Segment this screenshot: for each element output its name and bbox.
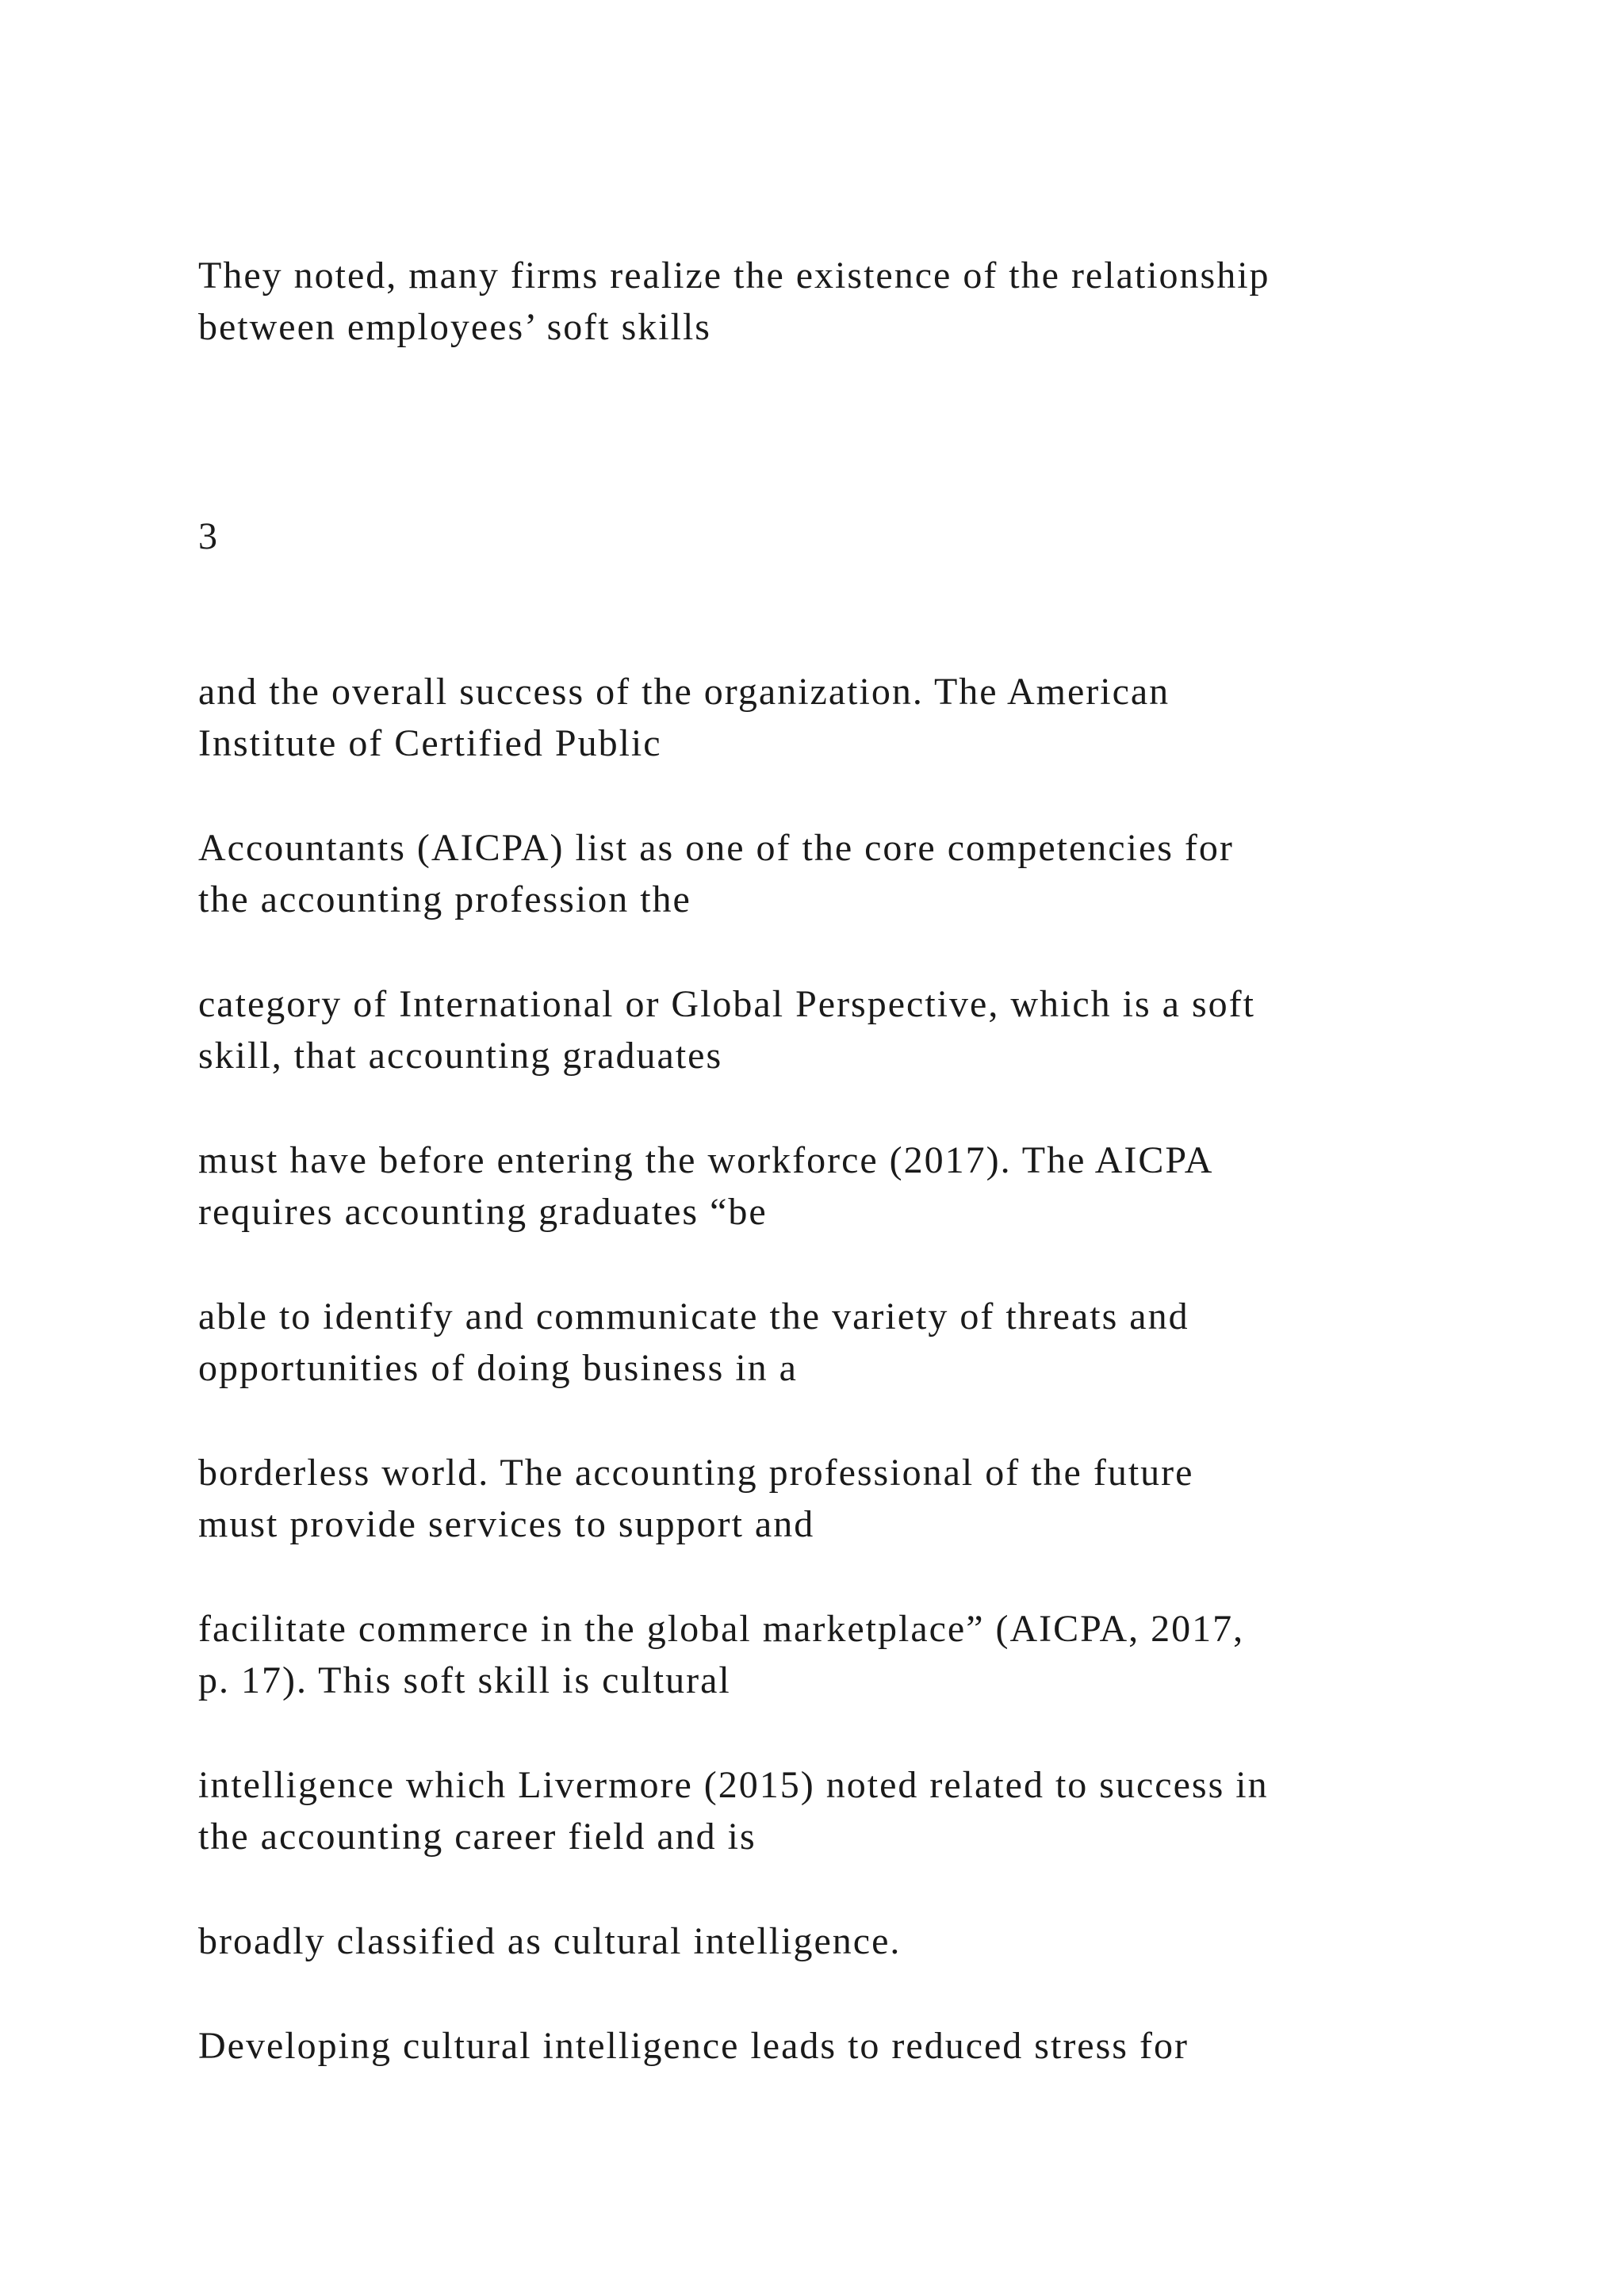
text-line: the accounting profession the — [198, 878, 691, 920]
text-line: category of International or Global Perspective, which is a soft — [198, 983, 1255, 1025]
text-line: the accounting career field and is — [198, 1816, 756, 1858]
text-line: p. 17). This soft skill is cultural — [198, 1659, 731, 1701]
text-line: Institute of Certified Public — [198, 722, 662, 764]
text-line: must have before entering the workforce (2017). The AICPA — [198, 1139, 1214, 1181]
text-line: borderless world. The accounting professional of the future — [198, 1452, 1194, 1494]
text-line: facilitate commerce in the global marketplace” (AICPA, 2017, — [198, 1608, 1245, 1650]
text-line: intelligence which Livermore (2015) noted related to success in — [198, 1764, 1269, 1806]
text-line: Developing cultural intelligence leads to reduced stress for — [198, 2025, 1189, 2067]
page-number: 3 — [198, 515, 219, 557]
text-line: between employees’ soft skills — [198, 306, 711, 348]
text-line: Accountants (AICPA) list as one of the core competencies for — [198, 827, 1234, 869]
text-line: and the overall success of the organization. The American — [198, 671, 1170, 713]
text-line: must provide services to support and — [198, 1503, 815, 1545]
text-line: skill, that accounting graduates — [198, 1035, 723, 1077]
text-line: able to identify and communicate the variety of threats and — [198, 1295, 1189, 1337]
text-line: They noted, many firms realize the existence of the relationship — [198, 254, 1270, 297]
text-line: requires accounting graduates “be — [198, 1191, 768, 1233]
text-line: broadly classified as cultural intelligence. — [198, 1920, 902, 1962]
text-line: opportunities of doing business in a — [198, 1347, 798, 1389]
